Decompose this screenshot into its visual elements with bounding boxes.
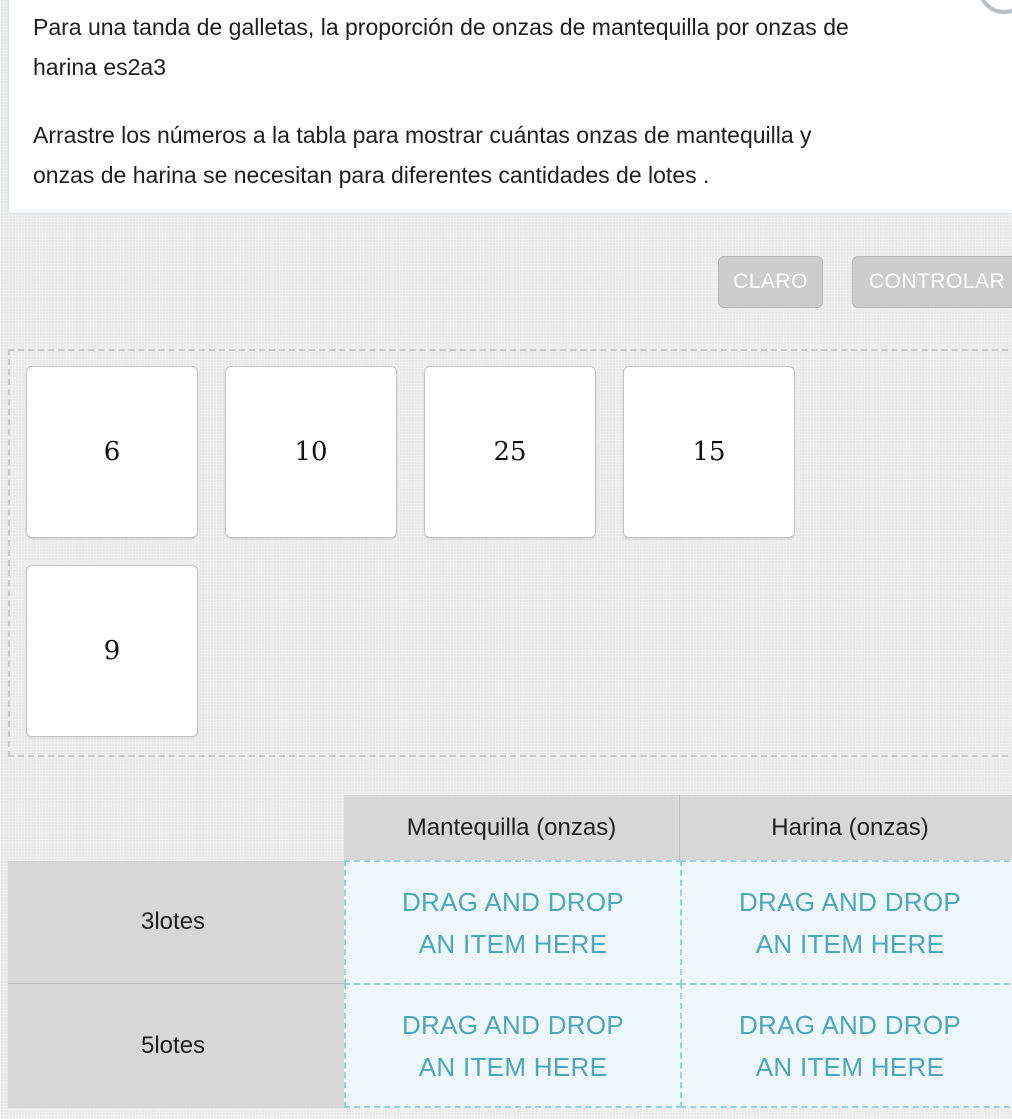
drop-zone-3-batches-butter[interactable] <box>344 860 682 985</box>
draggable-number-tile[interactable]: 25 <box>424 366 596 538</box>
check-button[interactable]: CONTROLAR <box>852 256 1012 308</box>
column-header-flour: Harina (onzas) <box>680 795 1012 861</box>
column-header-butter: Mantequilla (onzas) <box>344 795 680 861</box>
drop-zone-5-batches-flour[interactable] <box>680 983 1012 1108</box>
instruction-line-1: Arrastre los números a la tabla para mostrar cuántas onzas de mantequilla y <box>33 122 812 148</box>
question-line-1: Para una tanda de galletas, la proporción de onzas de mantequilla por onzas de <box>33 14 849 40</box>
drop-zone-hint: DRAG AND DROP AN ITEM HERE <box>738 886 962 959</box>
question-panel <box>8 0 1012 214</box>
draggable-number-tile[interactable]: 6 <box>26 366 198 538</box>
draggable-number-tile[interactable]: 9 <box>26 565 198 737</box>
instruction-line-2: onzas de harina se necesitan para diferentes cantidades de lotes . <box>33 162 710 188</box>
drop-zone-5-batches-butter[interactable] <box>344 983 682 1108</box>
draggable-number-tile[interactable]: 15 <box>623 366 795 538</box>
drop-zone-3-batches-flour[interactable] <box>680 860 1012 985</box>
clear-button[interactable]: CLARO <box>718 256 823 308</box>
question-line-2: harina es2a3 <box>33 54 166 80</box>
drop-zone-hint: DRAG AND DROP AN ITEM HERE <box>401 1009 625 1082</box>
row-label-3-batches: 3lotes <box>8 861 344 984</box>
drop-zone-hint: DRAG AND DROP AN ITEM HERE <box>401 886 625 959</box>
row-label-5-batches: 5lotes <box>8 984 344 1108</box>
draggable-number-tile[interactable]: 10 <box>225 366 397 538</box>
drop-zone-hint: DRAG AND DROP AN ITEM HERE <box>738 1009 962 1082</box>
